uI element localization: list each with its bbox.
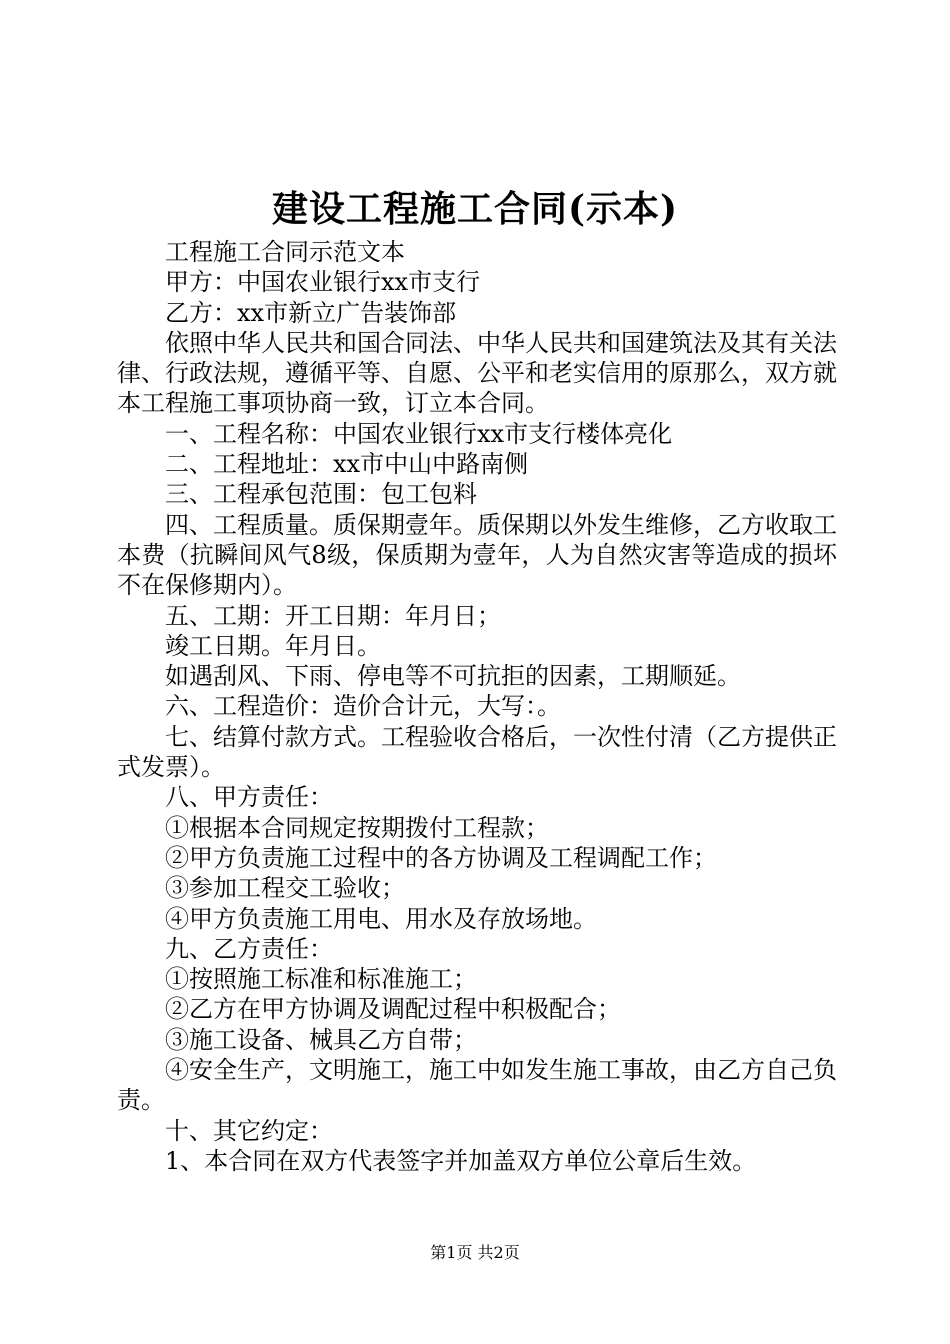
paragraph-preamble: 依照中华人民共和国合同法、中华人民共和国建筑法及其有关法律、行政法规，遵循平等、自愿、公平和老实信用的原那么，双方就本工程施工事项协商一致，订立本合同。 <box>117 328 837 418</box>
page-number-footer: 第1页 共2页 <box>430 1243 520 1262</box>
paragraph-party-a: 甲方：中国农业银行xx市支行 <box>165 268 481 297</box>
document-body <box>117 237 837 1176</box>
paragraph-cost: 六、工程造价：造价合计元，大写：。 <box>165 692 561 721</box>
paragraph-completion-date: 竣工日期。年月日。 <box>165 631 381 660</box>
list-item: ③参加工程交工验收； <box>165 874 405 903</box>
paragraph-party-b-duties: 九、乙方责任： <box>165 934 333 963</box>
paragraph-other-terms: 十、其它约定： <box>165 1116 333 1145</box>
list-item: ③施工设备、械具乙方自带； <box>165 1025 477 1054</box>
list-item: ②乙方在甲方协调及调配过程中积极配合； <box>165 995 621 1024</box>
list-item: ④安全生产，文明施工，施工中如发生施工事故，由乙方自己负责。 <box>117 1056 837 1115</box>
list-item: ②甲方负责施工过程中的各方协调及工程调配工作； <box>165 843 717 872</box>
paragraph-force-majeure: 如遇刮风、下雨、停电等不可抗拒的因素，工期顺延。 <box>165 662 741 691</box>
paragraph-project-name: 一、工程名称：中国农业银行xx市支行楼体亮化 <box>165 419 673 448</box>
paragraph-effective-clause: 1、本合同在双方代表签字并加盖双方单位公章后生效。 <box>165 1146 757 1175</box>
paragraph-scope: 三、工程承包范围：包工包料 <box>165 480 477 509</box>
paragraph-payment: 七、结算付款方式。工程验收合格后，一次性付清（乙方提供正式发票）。 <box>117 722 837 782</box>
paragraph-subtitle: 工程施工合同示范文本 <box>165 238 405 266</box>
list-item: ①按照施工标准和标准施工； <box>165 965 477 994</box>
paragraph-project-address: 二、工程地址：xx市中山中路南侧 <box>165 450 529 479</box>
paragraph-quality: 四、工程质量。质保期壹年。质保期以外发生维修，乙方收取工本费（抗瞬间风气8级，保质期为壹年，人为自然灾害等造成的损坏不在保修期内）。 <box>117 510 837 600</box>
paragraph-schedule: 五、工期：开工日期：年月日； <box>165 601 501 630</box>
paragraph-party-a-duties: 八、甲方责任： <box>165 783 333 812</box>
document-title: 建设工程施工合同(示本) <box>271 188 679 230</box>
list-item: ①根据本合同规定按期拨付工程款； <box>165 813 549 842</box>
list-item: ④甲方负责施工用电、用水及存放场地。 <box>165 904 597 933</box>
paragraph-party-b: 乙方：xx市新立广告装饰部 <box>165 298 457 327</box>
